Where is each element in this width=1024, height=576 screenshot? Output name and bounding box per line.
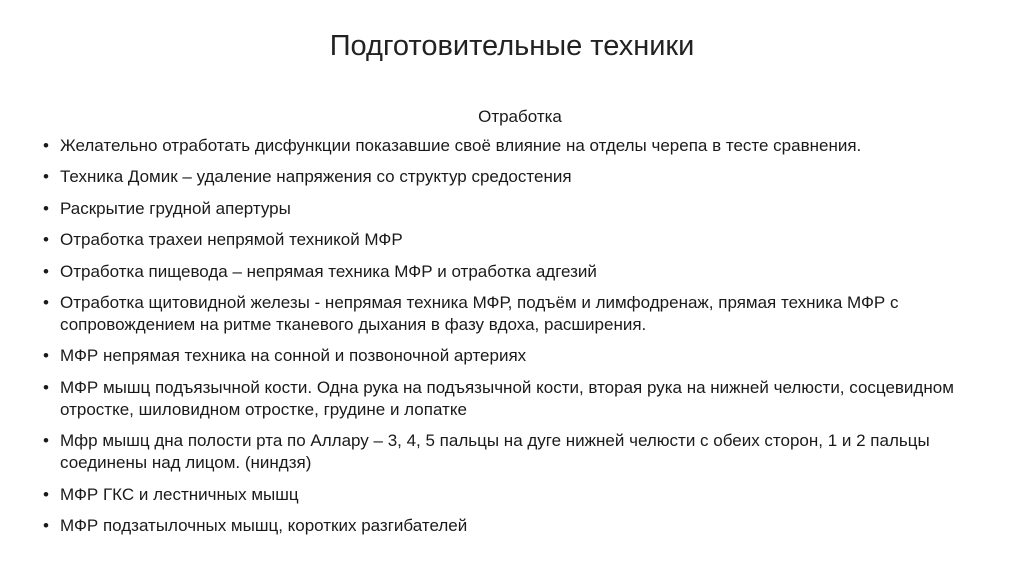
list-item — [40, 430, 1000, 474]
list-item-text: МФР подзатылочных мышц, коротких разгибателей — [60, 515, 468, 535]
list-item-text: МФР ГКС и лестничных мышц — [60, 484, 299, 504]
list-item-text: Желательно отработать дисфункции показавшие своё влияние на отделы черепа в тесте сравнения. — [60, 136, 862, 155]
slide-title: Подготовительные техники — [329, 30, 695, 62]
slide-subtitle: Отработка — [478, 107, 562, 126]
list-item-text: Раскрытие грудной апертуры — [60, 198, 291, 218]
list-item-text: Отработка щитовидной железы - непрямая техника МФР, подъём и лимфодренаж, прямая техника МФР с сопровождением на ритме тканевого дыхания в фазу вдоха, расширения. — [60, 292, 899, 334]
list-item — [40, 292, 1000, 336]
list-item — [40, 515, 1000, 537]
bullet-list — [40, 135, 1000, 546]
list-item — [40, 261, 1000, 283]
list-item-text: Отработка пищевода – непрямая техника МФР и отработка адгезий — [60, 261, 597, 281]
list-item-text: МФР непрямая техника на сонной и позвоночной артериях — [60, 346, 527, 366]
bullet-icon: • — [43, 292, 49, 312]
bullet-icon: • — [43, 377, 49, 397]
bullet-icon: • — [43, 167, 49, 187]
list-item — [40, 166, 1000, 188]
list-item-text: Мфр мышц дна полости рта по Аллару – 3, 4, 5 пальцы на дуге нижней челюсти с обеих сторон, 1 и 2 пальцы соединены над лицом. (ниндзя) — [60, 431, 930, 473]
list-item — [40, 135, 1000, 157]
bullet-icon: • — [43, 431, 49, 451]
list-item — [40, 345, 1000, 367]
bullet-icon: • — [43, 198, 49, 218]
list-item-text: Отработка трахеи непрямой техникой МФР — [60, 230, 403, 250]
list-item-text: МФР мышц подъязычной кости. Одна рука на подъязычной кости, вторая рука на нижней челюсти, сосцевидном отростке, шиловидном отростке, грудине и лопатке — [60, 377, 954, 419]
bullet-icon: • — [43, 515, 49, 535]
bullet-icon: • — [43, 484, 49, 504]
bullet-icon: • — [43, 136, 49, 155]
list-item — [40, 229, 1000, 251]
bullet-icon: • — [43, 346, 49, 366]
list-item — [40, 484, 1000, 506]
list-item — [40, 198, 1000, 220]
list-item-text: Техника Домик – удаление напряжения со структур средостения — [60, 167, 572, 187]
bullet-icon: • — [43, 261, 49, 281]
list-item — [40, 377, 1000, 421]
bullet-icon: • — [43, 230, 49, 250]
